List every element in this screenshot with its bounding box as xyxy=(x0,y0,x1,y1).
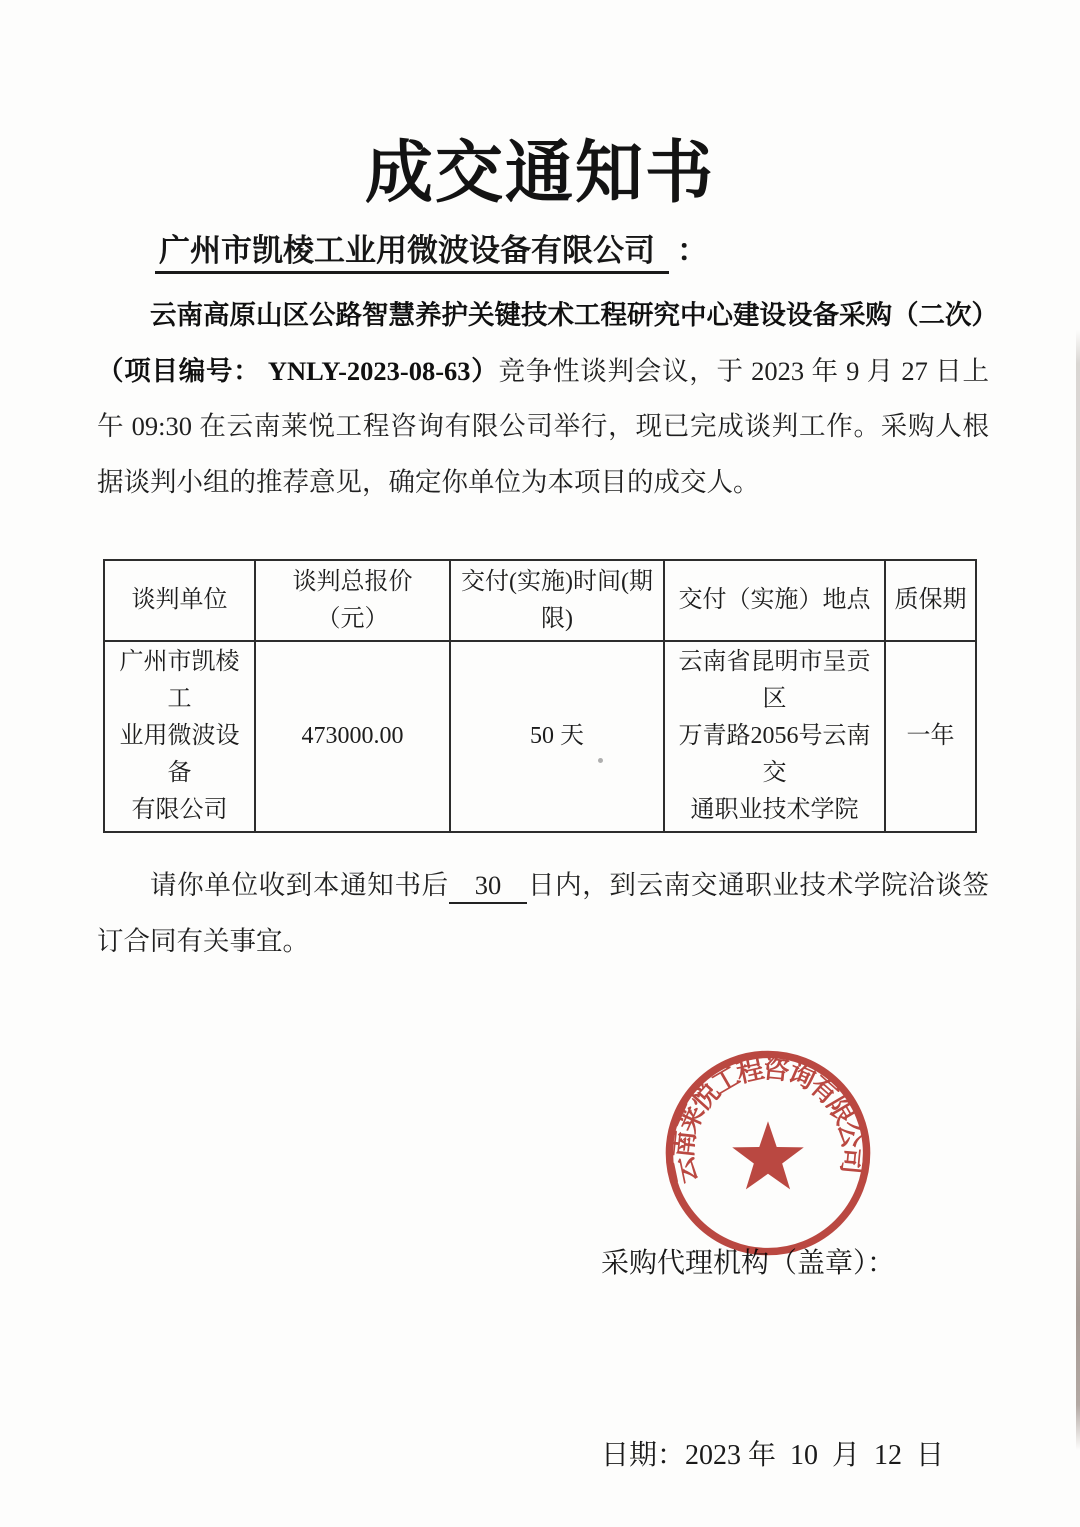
notice-after-text: 日内，到云南交通职业技术学院洽谈签订合同有关事宜。 xyxy=(97,870,990,956)
project-code-text: （项目编号： YNLY-2023-08-63） xyxy=(97,355,499,386)
header-warranty: 质保期 xyxy=(885,560,976,641)
notice-before-text: 请你单位收到本通知书后 xyxy=(150,870,449,900)
notice-days-value: 30 xyxy=(449,870,528,904)
cell-total-price: 473000.00 xyxy=(255,641,450,832)
header-negotiation-unit: 谈判单位 xyxy=(104,560,255,641)
award-table xyxy=(103,559,977,833)
scan-speck xyxy=(598,758,603,763)
addressee-colon: ： xyxy=(677,233,708,268)
date-line: 日期：2023 年 10 月 12 日 xyxy=(601,1440,945,1471)
seal-company-name: 云南莱悦工程咨询有限公司 xyxy=(667,1052,869,1187)
intro-paragraph xyxy=(97,288,998,510)
table-header-row xyxy=(104,560,976,641)
header-delivery-time: 交付(实施)时间(期 限) xyxy=(450,560,664,641)
table-row xyxy=(104,641,976,832)
signature-block xyxy=(601,1104,944,1527)
addressee-company-name: 广州市凯棱工业用微波设备有限公司 xyxy=(155,233,669,274)
addressee-line xyxy=(155,230,708,272)
agency-seal-label: 采购代理机构（盖章）： xyxy=(601,1248,896,1279)
document-title: 成交通知书 xyxy=(364,135,715,211)
cell-warranty: 一年 xyxy=(885,641,976,832)
cell-supplier-name: 广州市凯棱工 业用微波设备 有限公司 xyxy=(104,641,255,832)
notice-paragraph xyxy=(97,858,989,969)
intro-body-text: 竞争性谈判会议，于 2023 年 9 月 27 日上午 09:30 在云南莱悦工程咨询有限公司举行，现已完成谈判工作。采购人根据谈判小组的推荐意见，确定你单位为本项目的成交人。 xyxy=(97,355,989,497)
project-name-text: 云南高原山区公路智慧养护关键技术工程研究中心建设设备采购（二次） xyxy=(150,300,998,330)
header-total-price: 谈判总报价 （元） xyxy=(255,560,450,641)
header-delivery-place: 交付（实施）地点 xyxy=(664,560,885,641)
cell-delivery-time: 50 天 xyxy=(450,641,664,832)
scan-edge-artifact xyxy=(1076,330,1080,1450)
cell-delivery-place: 云南省昆明市呈贡区 万青路2056号云南交 通职业技术学院 xyxy=(664,641,885,832)
